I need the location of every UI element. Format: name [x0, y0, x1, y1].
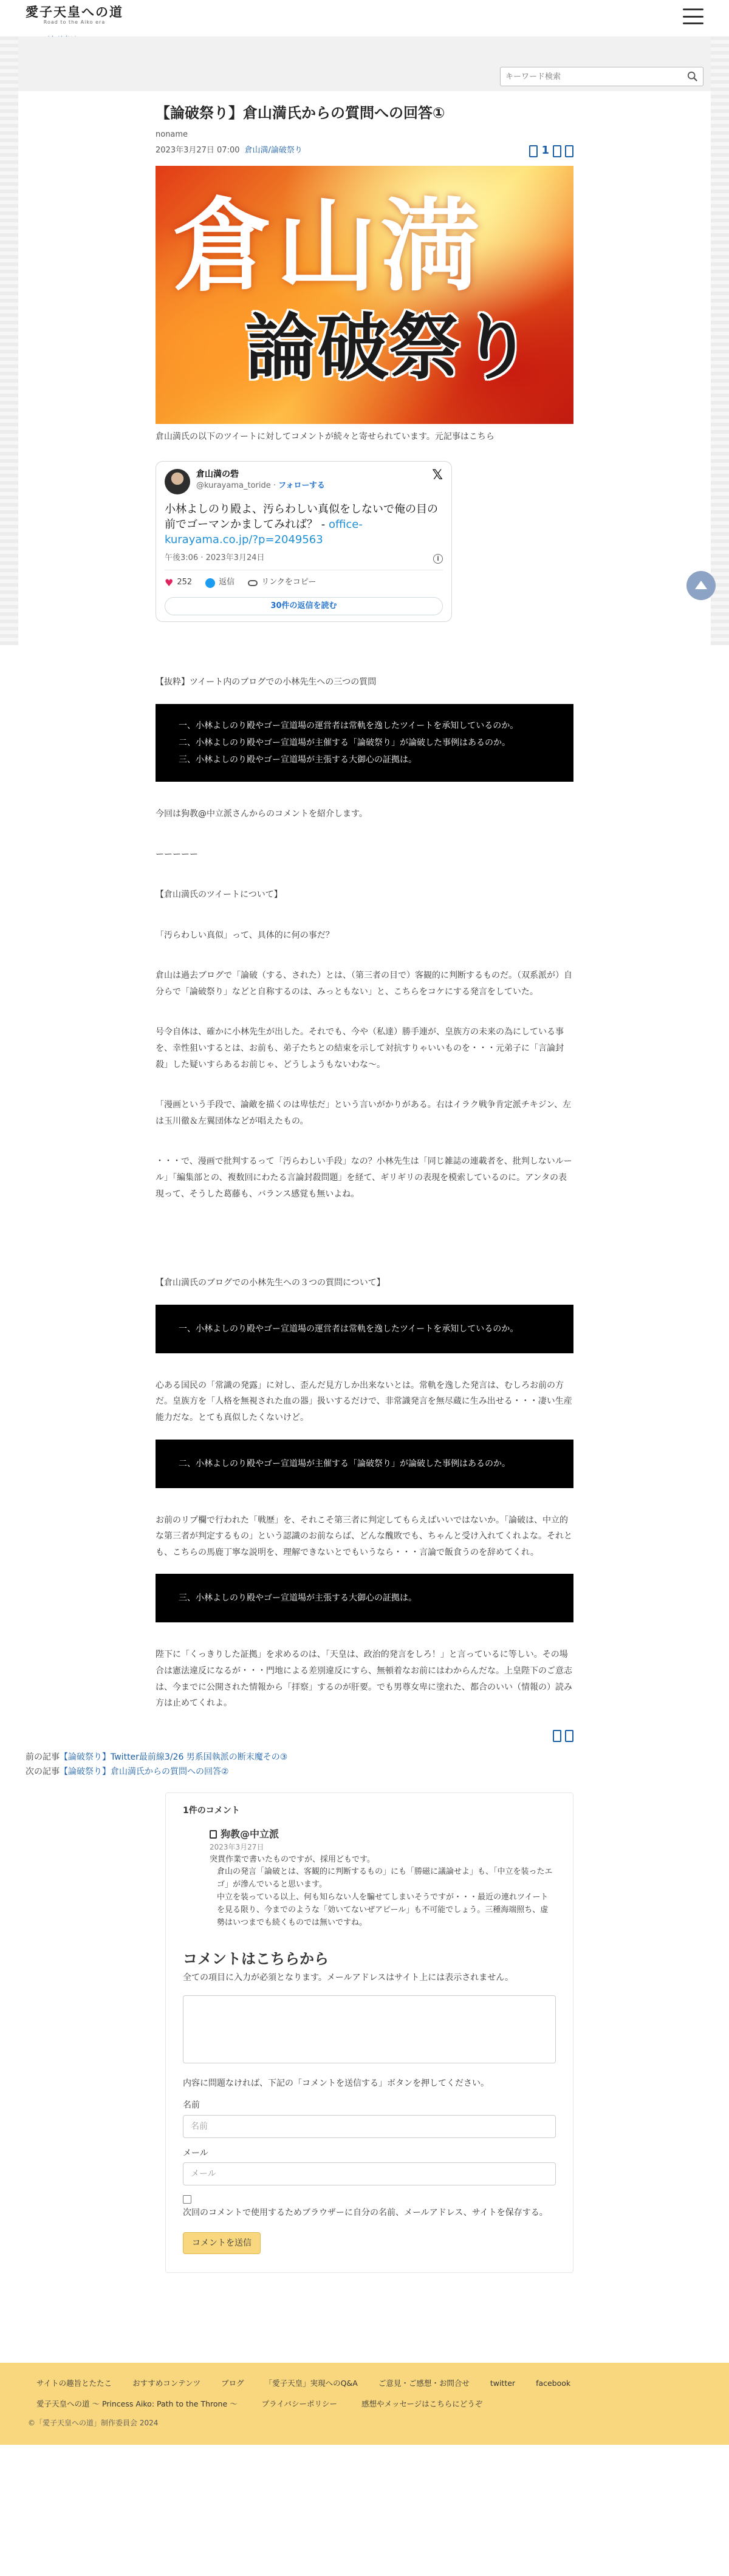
page-band	[0, 36, 729, 645]
questions-box	[156, 704, 573, 782]
arrow-up-icon	[695, 581, 707, 589]
question-line: 二、小林よしのり殿やゴー宣道場が主催する「論破祭り」が論破した事例はあるのか。	[179, 737, 510, 748]
article-title: 【論破祭り】倉山満氏からの質問への回答①	[156, 104, 445, 121]
question-line: 三、小林よしのり殿やゴー宣道場が主張する大御心の証拠は。	[179, 754, 417, 765]
footer-twitter-link[interactable]: twitter	[490, 2379, 516, 2388]
question-box-3: 三、小林よしのり殿やゴー宣道場が主張する大御心の証拠は。	[156, 1574, 573, 1622]
article-intro: 倉山満氏の以下のツイートに対してコメントが続々と寄せられています。元記事はこちら	[156, 432, 495, 442]
footer-link[interactable]: ご意見・ご感想・お問合せ	[378, 2379, 470, 2388]
user-icon	[210, 1830, 217, 1839]
site-footer	[0, 2363, 729, 2445]
share-count: 1	[541, 144, 549, 157]
paragraph: 心ある国民の「常識の発露」に対し、歪んだ見方しか出来ないとは。常軌を逸した発言は、むしろお前の方だ。皇族方を「人格を無視された血の器」扱いするだけで、非常識発言を無尽蔵に生み出せる・・・凄い生産能力だな。とても真似したくないけど。	[156, 1380, 572, 1423]
tweet-link[interactable]: office-kurayama.co.jp/?p=2049563	[165, 518, 363, 546]
paragraph: 「漫画という手段で、論敵を描くのは卑怯だ」という言いがかりがある。右はイラク戦争肯定派チキジン、左は玉川徹＆左翼団体などが唱えたもの。	[156, 1100, 572, 1126]
tweet-time[interactable]: 午後3:06 · 2023年3月24日	[165, 553, 265, 563]
comment-line: 倉山の発言「論破とは、客観的に判断するもの」にも「勝磁に議論せよ」も、「中立を装ったエゴ」が滲んでいると思います。	[217, 1867, 553, 1890]
article-body	[156, 674, 573, 1711]
comment-date: 2023年3月27日	[210, 1843, 264, 1852]
comment-form-title: コメントはこちらから	[183, 1950, 329, 1968]
bookmark-icon[interactable]	[553, 1730, 561, 1742]
footer-link[interactable]: 愛子天皇への道 〜 Princess Aiko: Path to the Throne 〜	[36, 2399, 238, 2409]
logo-title: 愛子天皇への道	[26, 4, 123, 19]
paragraph: 【倉山満氏のツイートについて】	[156, 890, 282, 900]
comment-line: 突貫作業で書いたものですが、採用どもです。	[210, 1854, 375, 1864]
info-icon[interactable]: i	[433, 554, 443, 564]
submit-comment-button[interactable]: コメントを送信	[183, 2232, 261, 2254]
search-input[interactable]	[505, 72, 687, 81]
save-info-label: 次回のコメントで使用するためブラウザーに自分の名前、メールアドレス、サイトを保存する。	[183, 2208, 548, 2218]
paragraph: 今回は狗教@中立派さんからのコメントを紹介します。	[156, 808, 368, 819]
prev-label: 前の記事	[26, 1752, 60, 1762]
next-label: 次の記事	[26, 1766, 60, 1777]
paragraph: 「汚らわしい真似」って、具体的に何の事だ？	[156, 930, 334, 940]
footer-link[interactable]: 感想やメッセージはこちらにどうぞ	[361, 2399, 483, 2409]
comment-confirm-note: 内容に問題なければ、下記の「コメントを送信する」ボタンを押してください。	[183, 2079, 489, 2089]
paragraph: ・・・で、漫画で批判するって「汚らわしい手段」なの？小林先生は「同じ雑誌の連載者を、批判しないルール」「編集部との、複数回にわたる言論封殺問題」を経て、ギリギリの表現を模索しているのに。アンタの表現って、そうした葛藤も、バランス感覚も無いよね。	[156, 1156, 572, 1199]
email-label: メール	[183, 2148, 208, 2158]
share-buttons-bottom	[156, 1730, 573, 1742]
name-field[interactable]: 名前	[183, 2115, 556, 2138]
paragraph: 【抜粋】ツイート内のブログでの小林先生への三つの質問	[156, 677, 377, 688]
tweet-like-button[interactable]	[165, 575, 192, 591]
share-icon-2[interactable]	[565, 145, 573, 157]
question-box-1: 一、小林よしのり殿やゴー宣道場の運営者は常軌を逸したツイートを承知しているのか。	[156, 1305, 573, 1353]
comment-item	[210, 1826, 556, 1930]
footer-link[interactable]: ブログ	[221, 2379, 244, 2388]
hero-sub-text: 論破祭り	[245, 305, 533, 390]
comment-author: 狗教@中立派	[221, 1828, 279, 1840]
link-icon	[248, 580, 258, 586]
like-count: 252	[177, 578, 193, 587]
paragraph: 倉山は過去ブログで「論破（する、された）とは、（第三者の目で）客観的に判断するものだ。（双系派が）自分らで「論破祭り」などと自称するのは、みっともない」と、こちらをコケにする発言をしていた。	[156, 971, 572, 997]
search-icon[interactable]	[687, 71, 698, 82]
scroll-to-top-button[interactable]	[686, 571, 716, 600]
next-article-link[interactable]: 【論破祭り】倉山満氏からの質問への回答②	[60, 1766, 229, 1777]
copyright: ©「愛子天皇への道」制作委員会 2024	[28, 2419, 159, 2428]
menu-icon[interactable]	[683, 9, 703, 24]
save-info-checkbox[interactable]	[183, 2195, 191, 2204]
comment-textarea[interactable]	[183, 1995, 556, 2063]
reply-bubble-icon	[205, 578, 215, 588]
paragraph: 【倉山満氏のブログでの小林先生への３つの質問について】	[156, 1278, 385, 1288]
email-field[interactable]: メール	[183, 2162, 556, 2185]
article-author: noname	[156, 129, 188, 139]
heart-icon: ♥	[165, 576, 174, 589]
article-header-panel	[18, 91, 711, 645]
footer-link[interactable]: プライバシーポリシー	[261, 2399, 338, 2409]
footer-link[interactable]: 「愛子天皇」実現へのQ&A	[264, 2379, 358, 2388]
share-icon[interactable]	[553, 145, 561, 157]
footer-link[interactable]: サイトの趣旨とたたこ	[36, 2379, 112, 2388]
paragraph: 号令自体は、確かに小林先生が出した。それでも、今や（私達）勝手連が、皇族方の未来の為にしている事を、幸性狙いするとは、お前も、弟子たちとの結束を示して対抗すりゃいいものを・・・元弟子に「言論封殺」した疑いすらあるお前じゃ、どうしようもないわな〜。	[156, 1027, 564, 1070]
tweet-text: 小林よしのり殿よ、汚らわしい真似をしないで俺の目の前でゴーマンかましてみれば？ - office-kurayama.co.jp/?p=2049563	[165, 502, 438, 546]
tweet-read-replies-button[interactable]: 30件の返信を読む	[165, 597, 443, 616]
tweet-follow-link[interactable]: フォローする	[278, 480, 325, 490]
share-icon[interactable]	[565, 1730, 573, 1742]
share-buttons	[529, 142, 573, 160]
comment-form-note: 全ての項目に入力が必須となります。メールアドレスはサイト上には表示されません。	[183, 1972, 514, 1983]
logo-subtitle: Road to the Aiko era	[43, 19, 106, 26]
name-label: 名前	[183, 2100, 200, 2111]
tweet-handle[interactable]: @kurayama_toride	[196, 480, 271, 490]
paragraph: 陛下に「くっきりした証拠」を求めるのは、「天皇は、政治的発言をしろ！」と言っているに等しい。その場合は憲法違反になるが・・・門地による差別違反にすら、無頓着なお前にはわからんだな。上皇陛下のご意志は、今までに公開された情報から「拝察」するのが肝要。でも男尊女卑に塗れた、都合のいい（情報の）読み方は止めてくれよ。	[156, 1650, 572, 1709]
search-box[interactable]	[500, 67, 703, 86]
comment-line: 中立を装っている以上、何も知らない人を騙せてしまいそうですが・・・最近の連れツイートを見る限り、今までのような「効いてないぜアピール」も不可能でしょう。三種海端照ち、虚勢はいつまでも続くものでは無いですね。	[217, 1892, 549, 1927]
tweet-copy-link-button[interactable]: リンクをコピー	[248, 576, 316, 589]
x-logo-icon[interactable]: 𝕏	[432, 467, 443, 483]
article-datetime: 2023年3月27日 07:00	[156, 146, 240, 155]
site-header	[0, 0, 729, 36]
footer-facebook-link[interactable]: facebook	[536, 2379, 571, 2388]
paragraph: お前のリプ欄で行われた「戦歴」を、それこそ第三者に判定してもらえばいいではないか。「論破は、中立的な第三者が判定するもの」という認識のお前ならば、どんな醜敗でも、ちゃんと受け入れてくれよな。それとも、こちらの馬鹿丁寧な説明を、理解できないとでもいうなら・・・言論で飯食うのを辞めてくれ。	[156, 1515, 572, 1557]
comment-count: 1件のコメント	[183, 1806, 240, 1816]
footer-link[interactable]: おすすめコンテンツ	[132, 2379, 201, 2388]
paragraph: ーーーーー	[156, 849, 198, 859]
tweet-avatar[interactable]	[165, 469, 190, 494]
prev-next-links	[26, 1751, 729, 1780]
article-category[interactable]: 倉山満/論破祭り	[244, 146, 303, 155]
comments-section	[165, 1792, 573, 2273]
tweet-author-name[interactable]: 倉山満の砦	[196, 469, 239, 479]
hero-image	[156, 166, 573, 424]
question-box-2: 二、小林よしのり殿やゴー宣道場が主催する「論破祭り」が論破した事例はあるのか。	[156, 1440, 573, 1488]
hero-big-text: 倉山満	[173, 187, 484, 306]
prev-article-link[interactable]: 【論破祭り】Twitter最前線3/26 男系国執派の断末魔その③	[60, 1752, 288, 1762]
tweet-reply-button[interactable]: 返信	[205, 576, 234, 589]
question-line: 一、小林よしのり殿やゴー宣道場の運営者は常軌を逸したツイートを承知しているのか。	[179, 720, 519, 731]
bookmark-icon[interactable]	[529, 145, 538, 157]
embedded-tweet[interactable]: 倉山満の砦 @kurayama_toride · フォローする 𝕏 小林よしのり殿よ、汚らわしい真似をしないで俺の目の前でゴーマンかましてみれば？ - office-kurayama.co.jp/?p=2049563 午後3:06 · 2023年3月24日 i ♥ 252 返信 リンクをコピー 30件の返信を読む	[156, 461, 452, 623]
site-logo[interactable]	[26, 5, 123, 27]
